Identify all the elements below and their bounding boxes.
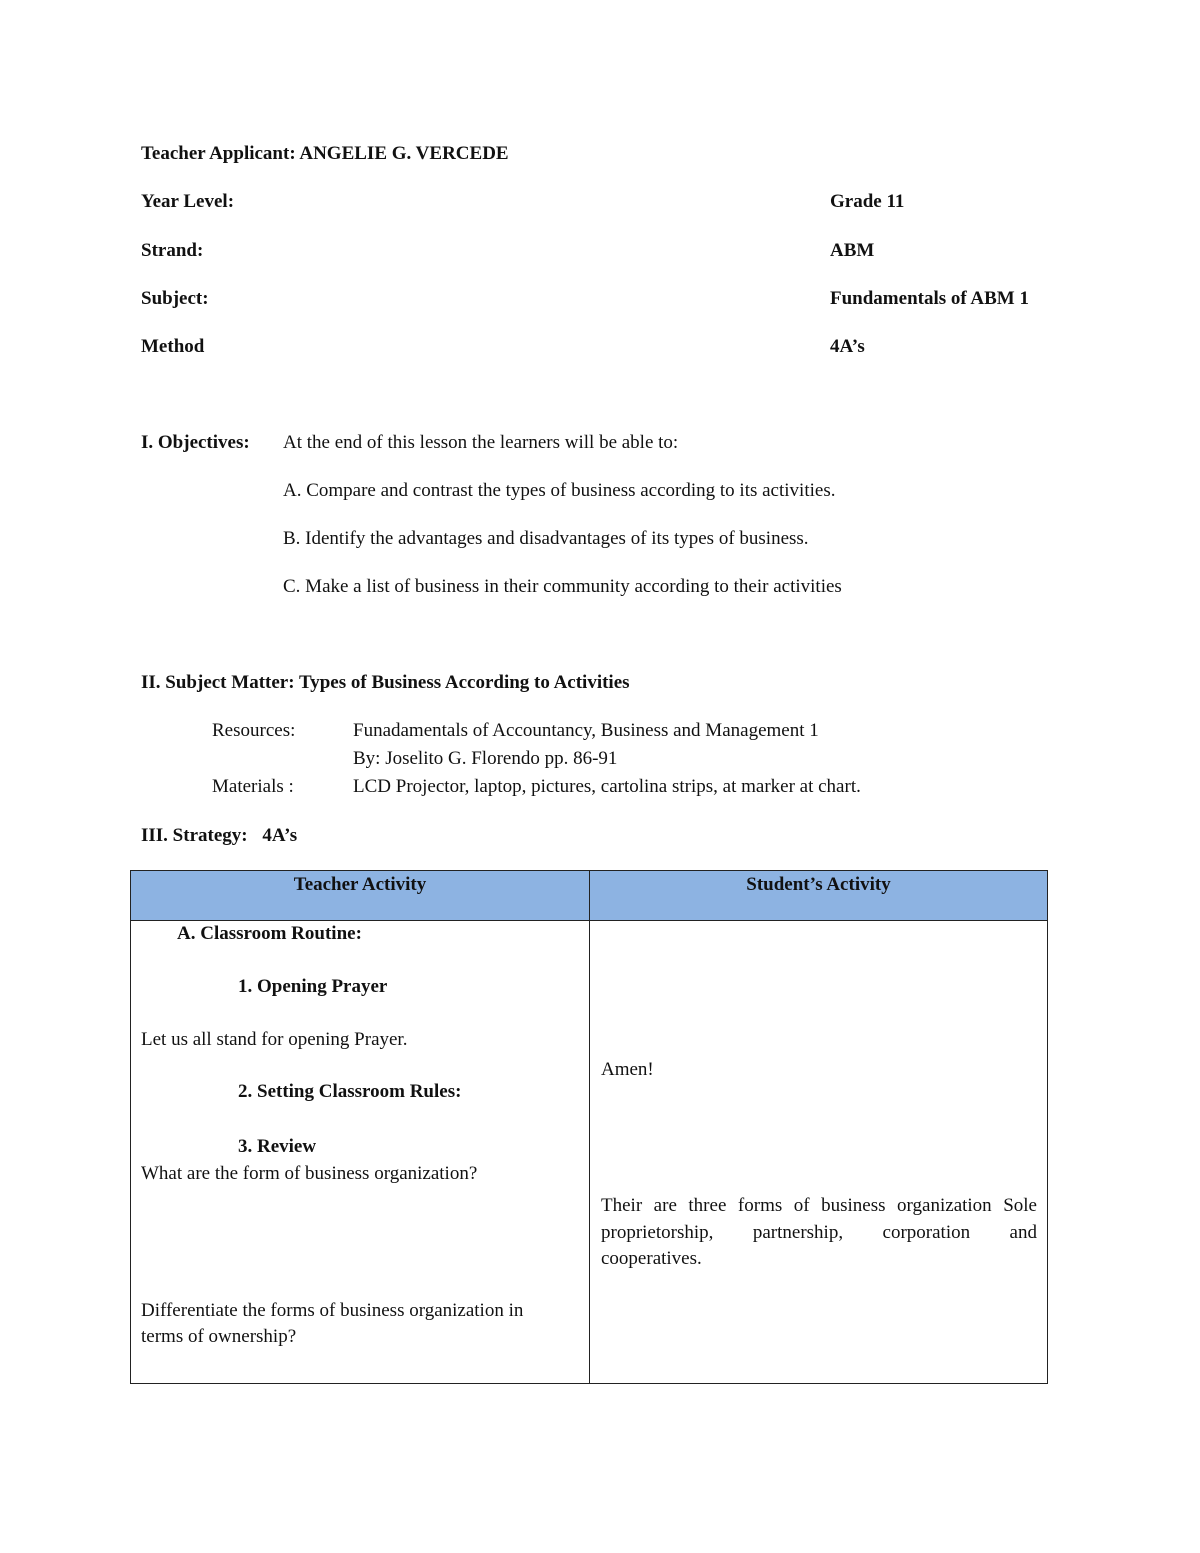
year-level-label: Year Level: bbox=[141, 191, 235, 212]
teacher-applicant-line bbox=[141, 142, 509, 166]
method-label: Method bbox=[141, 336, 205, 357]
strand-value: ABM bbox=[830, 240, 875, 261]
objectives-heading: I. Objectives: bbox=[141, 432, 250, 453]
strategy-heading: III. Strategy: bbox=[141, 825, 248, 846]
materials-value: LCD Projector, laptop, pictures, cartolina strips, at marker at chart. bbox=[353, 776, 861, 797]
teacher-applicant-label: Teacher Applicant: bbox=[141, 143, 296, 164]
resources-line-2: By: Joselito G. Florendo pp. 86-91 bbox=[353, 748, 618, 769]
differentiate-question: Differentiate the forms of business organization in terms of ownership? bbox=[141, 1300, 524, 1347]
forms-answer: Their are three forms of business organization Sole proprietorship, partnership, corporation and cooperatives. bbox=[601, 1195, 1037, 1269]
table-header-row bbox=[131, 871, 1048, 921]
method-value: 4A’s bbox=[830, 336, 865, 357]
teacher-applicant-name: ANGELIE G. VERCEDE bbox=[299, 143, 509, 164]
subject-label: Subject: bbox=[141, 288, 209, 309]
objective-item-c: C. Make a list of business in their community according to their activities bbox=[283, 576, 842, 597]
strategy-table bbox=[130, 870, 1048, 1384]
student-activity-header: Student’s Activity bbox=[590, 871, 1048, 921]
year-level-value: Grade 11 bbox=[830, 191, 905, 212]
subject-value: Fundamentals of ABM 1 bbox=[830, 288, 1029, 309]
strategy-line bbox=[141, 824, 297, 848]
resources-line-1: Funadamentals of Accountancy, Business and Management 1 bbox=[353, 720, 819, 741]
objective-item-a: A. Compare and contrast the types of business according to its activities. bbox=[283, 480, 836, 501]
subject-matter-line bbox=[141, 671, 630, 695]
table-row bbox=[131, 921, 1048, 1384]
student-activity-cell bbox=[590, 921, 1048, 1384]
amen-response: Amen! bbox=[601, 1059, 654, 1080]
subject-matter-heading: II. Subject Matter: bbox=[141, 672, 295, 693]
resources-label: Resources: bbox=[212, 720, 296, 741]
subject-matter-topic: Types of Business According to Activities bbox=[298, 672, 630, 693]
objective-item-b: B. Identify the advantages and disadvantages of its types of business. bbox=[283, 528, 809, 549]
classroom-routine-heading: A. Classroom Routine: bbox=[177, 923, 362, 944]
objectives-intro: At the end of this lesson the learners will be able to: bbox=[283, 432, 679, 453]
strategy-value: 4A’s bbox=[262, 825, 298, 846]
prayer-instruction: Let us all stand for opening Prayer. bbox=[141, 1029, 408, 1050]
classroom-rules-heading: 2. Setting Classroom Rules: bbox=[238, 1081, 462, 1102]
review-question: What are the form of business organization? bbox=[141, 1163, 478, 1184]
opening-prayer-heading: 1. Opening Prayer bbox=[238, 976, 388, 997]
strand-label: Strand: bbox=[141, 240, 204, 261]
teacher-activity-header: Teacher Activity bbox=[131, 871, 590, 921]
teacher-activity-cell bbox=[131, 921, 590, 1384]
materials-label: Materials : bbox=[212, 776, 294, 797]
review-heading: 3. Review bbox=[238, 1136, 317, 1157]
